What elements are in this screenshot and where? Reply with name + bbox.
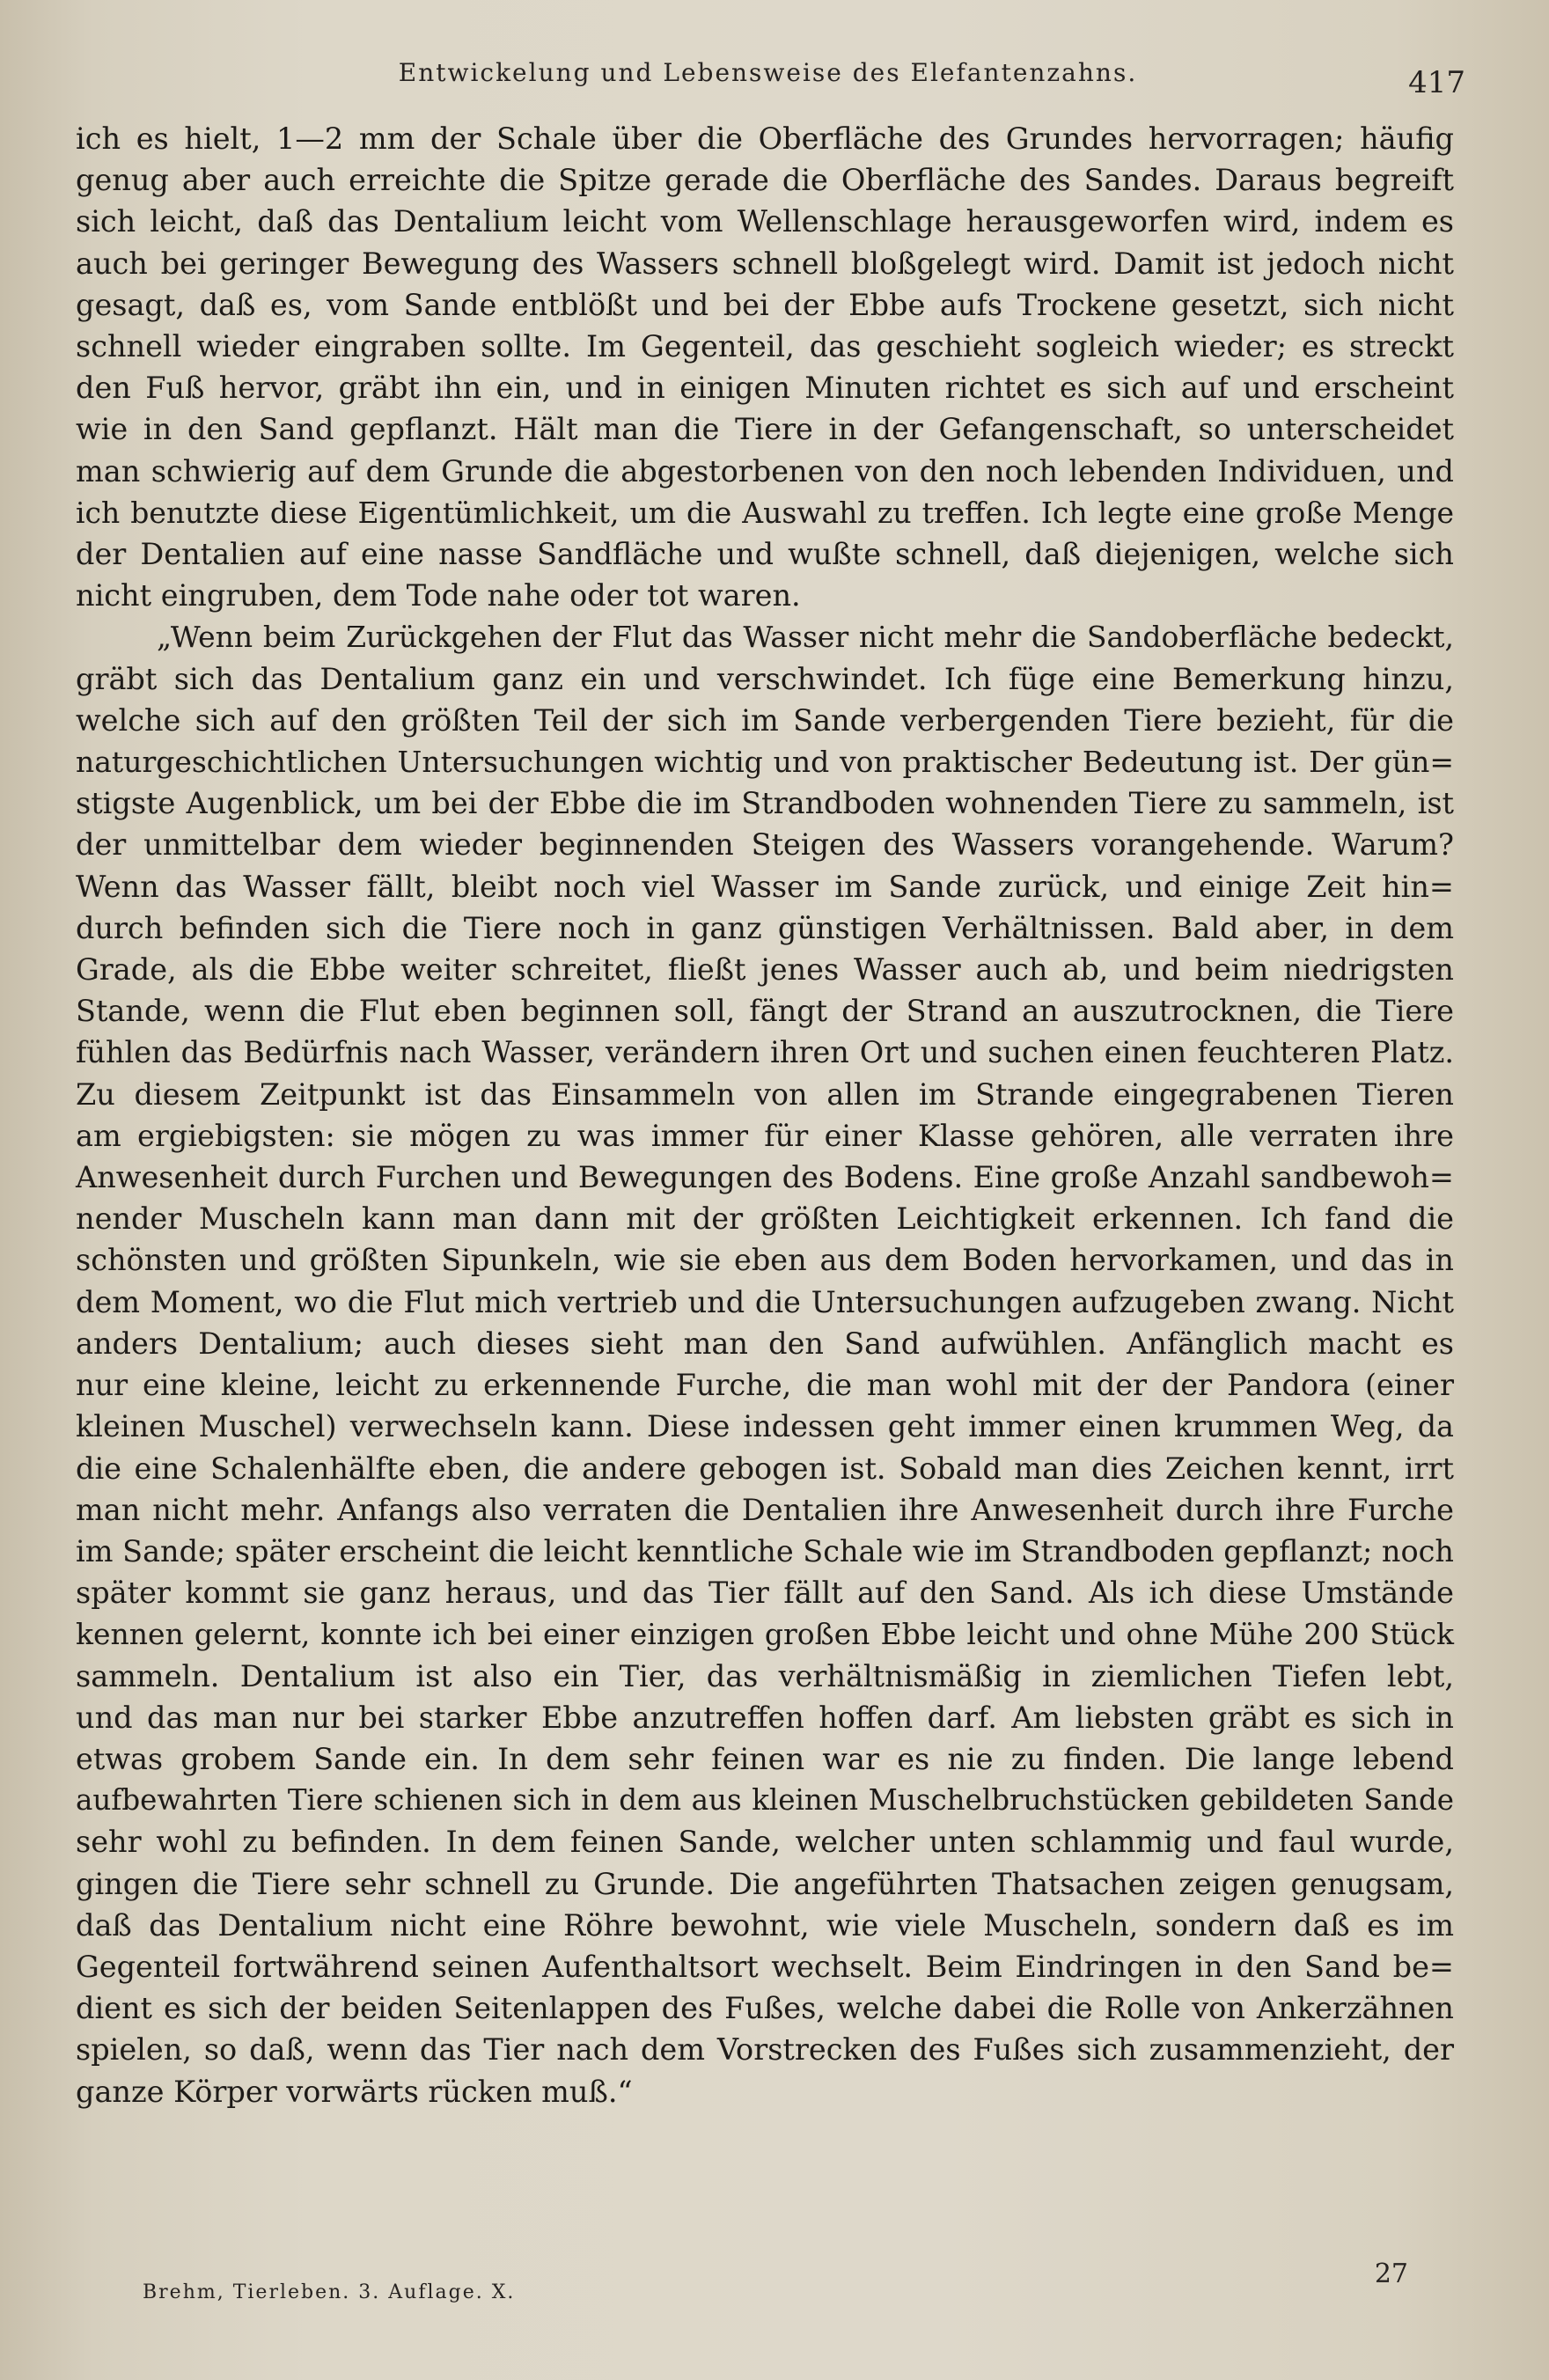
text-line: Stande, wenn die Flut eben beginnen soll, fängt der Strand an auszutrocknen, die Tiere <box>76 994 1454 1029</box>
printer-signature: Brehm, Tierleben. 3. Auflage. X. <box>143 2281 516 2303</box>
text-line: ich es hielt, 1—2 mm der Schale über die Oberfläche des Grundes hervorragen; häufig <box>76 121 1454 156</box>
text-line: sich leicht, daß das Dentalium leicht vom Wellenschlage herausgeworfen wird, indem es <box>76 204 1454 239</box>
text-line: die eine Schalenhälfte eben, die andere gebogen ist. Sobald man dies Zeichen kennt, irrt <box>76 1451 1454 1486</box>
text-line: welche sich auf den größten Teil der sich im Sande verbergenden Tiere bezieht, für die <box>76 702 1454 738</box>
body-text <box>76 118 1454 2112</box>
text-line: sehr wohl zu befinden. In dem feinen Sande, welcher unten schlammig und faul wurde, <box>76 1825 1454 1860</box>
text-line: Anwesenheit durch Furchen und Bewegungen des Bodens. Eine große Anzahl sandbewoh= <box>76 1160 1454 1195</box>
text-line: sammeln. Dentalium ist also ein Tier, das verhältnismäßig in ziemlichen Tiefen lebt, <box>76 1658 1454 1693</box>
text-line: aufbewahrten Tiere schienen sich in dem aus kleinen Muschelbruchstücken gebildeten Sande <box>76 1783 1454 1818</box>
text-line: etwas grobem Sande ein. In dem sehr feinen war es nie zu finden. Die lange lebend <box>76 1741 1454 1776</box>
text-line: schönsten und größten Sipunkeln, wie sie eben aus dem Boden hervorkamen, und das in <box>76 1243 1454 1278</box>
text-line: spielen, so daß, wenn das Tier nach dem Vorstrecken des Fußes sich zusammenzieht, der <box>76 2032 1454 2068</box>
text-line: stigste Augenblick, um bei der Ebbe die im Strandboden wohnenden Tiere zu sammeln, ist <box>76 786 1454 821</box>
page-number: 417 <box>1408 65 1465 100</box>
paragraph <box>76 616 1454 2112</box>
page-footer <box>76 2259 1408 2311</box>
text-line: naturgeschichtlichen Untersuchungen wichtig und von praktischer Bedeutung ist. Der gün= <box>76 745 1454 780</box>
text-line: nur eine kleine, leicht zu erkennende Furche, die man wohl mit der der Pandora (einer <box>76 1368 1454 1403</box>
text-line: nicht eingruben, dem Tode nahe oder tot waren. <box>76 578 801 613</box>
text-line: später kommt sie ganz heraus, und das Tier fällt auf den Sand. Als ich diese Umstände <box>76 1576 1454 1611</box>
paragraph <box>76 118 1454 616</box>
text-line: der Dentalien auf eine nasse Sandfläche und wußte schnell, daß diejenigen, welche sich <box>76 537 1454 572</box>
text-line: genug aber auch erreichte die Spitze gerade die Oberfläche des Sandes. Daraus begreift <box>76 163 1454 198</box>
running-head: Entwickelung und Lebensweise des Elefantenzahns. <box>398 58 1138 87</box>
text-line: kleinen Muschel) verwechseln kann. Diese indessen geht immer einen krummen Weg, da <box>76 1409 1454 1444</box>
text-line: daß das Dentalium nicht eine Röhre bewohnt, wie viele Muscheln, sondern daß es im <box>76 1907 1454 1943</box>
text-line: den Fuß hervor, gräbt ihn ein, und in einigen Minuten richtet es sich auf und erscheint <box>76 371 1454 406</box>
text-line: man schwierig auf dem Grunde die abgestorbenen von den noch lebenden Individuen, und <box>76 453 1454 488</box>
text-line: gesagt, daß es, vom Sande entblößt und bei der Ebbe aufs Trockene gesetzt, sich nicht <box>76 287 1454 322</box>
signature-number: 27 <box>1374 2259 1408 2289</box>
page-header <box>70 53 1465 102</box>
text-line: wie in den Sand gepflanzt. Hält man die Tiere in der Gefangenschaft, so unterscheidet <box>76 412 1454 447</box>
text-line: und das man nur bei starker Ebbe anzutreffen hoffen darf. Am liebsten gräbt es sich in <box>76 1700 1454 1735</box>
text-line: fühlen das Bedürfnis nach Wasser, verändern ihren Ort und suchen einen feuchteren Platz. <box>76 1035 1454 1070</box>
text-line: schnell wieder eingraben sollte. Im Gegenteil, das geschieht sogleich wieder; es streckt <box>76 329 1454 364</box>
text-line: Gegenteil fortwährend seinen Aufenthaltsort wechselt. Beim Eindringen in den Sand be= <box>76 1949 1454 1984</box>
text-line: Wenn das Wasser fällt, bleibt noch viel Wasser im Sande zurück, und einige Zeit hin= <box>76 869 1454 904</box>
text-line: „Wenn beim Zurückgehen der Flut das Wasser nicht mehr die Sandoberfläche bedeckt, <box>157 620 1454 655</box>
text-line: im Sande; später erscheint die leicht kenntliche Schale wie im Strandboden gepflanzt; noch <box>76 1533 1454 1568</box>
text-line: gräbt sich das Dentalium ganz ein und verschwindet. Ich füge eine Bemerkung hinzu, <box>76 661 1454 696</box>
text-line: dient es sich der beiden Seitenlappen des Fußes, welche dabei die Rolle von Ankerzähnen <box>76 1991 1454 2026</box>
text-line: ganze Körper vorwärts rücken muß.“ <box>76 2074 633 2109</box>
text-line: Zu diesem Zeitpunkt ist das Einsammeln von allen im Strande eingegrabenen Tieren <box>76 1076 1454 1112</box>
text-line: nender Muscheln kann man dann mit der größten Leichtigkeit erkennen. Ich fand die <box>76 1201 1454 1237</box>
text-line: anders Dentalium; auch dieses sieht man den Sand aufwühlen. Anfänglich macht es <box>76 1326 1454 1361</box>
text-line: durch befinden sich die Tiere noch in ganz günstigen Verhältnissen. Bald aber, in dem <box>76 910 1454 945</box>
text-line: auch bei geringer Bewegung des Wassers schnell bloßgelegt wird. Damit ist jedoch nicht <box>76 246 1454 281</box>
text-line: der unmittelbar dem wieder beginnenden Steigen des Wassers vorangehende. Warum? <box>76 827 1454 863</box>
text-line: am ergiebigsten: sie mögen zu was immer für einer Klasse gehören, alle verraten ihre <box>76 1118 1454 1153</box>
text-line: gingen die Tiere sehr schnell zu Grunde. Die angeführten Thatsachen zeigen genugsam, <box>76 1866 1454 1901</box>
text-line: man nicht mehr. Anfangs also verraten die Dentalien ihre Anwesenheit durch ihre Furche <box>76 1492 1454 1527</box>
text-line: dem Moment, wo die Flut mich vertrieb und die Untersuchungen aufzugeben zwang. Nicht <box>76 1284 1454 1319</box>
text-line: Grade, als die Ebbe weiter schreitet, fließt jenes Wasser auch ab, und beim niedrigsten <box>76 952 1454 988</box>
text-line: ich benutzte diese Eigentümlichkeit, um die Auswahl zu treffen. Ich legte eine große Menge <box>76 495 1454 530</box>
text-line: kennen gelernt, konnte ich bei einer einzigen großen Ebbe leicht und ohne Mühe 200 Stück <box>76 1617 1454 1652</box>
